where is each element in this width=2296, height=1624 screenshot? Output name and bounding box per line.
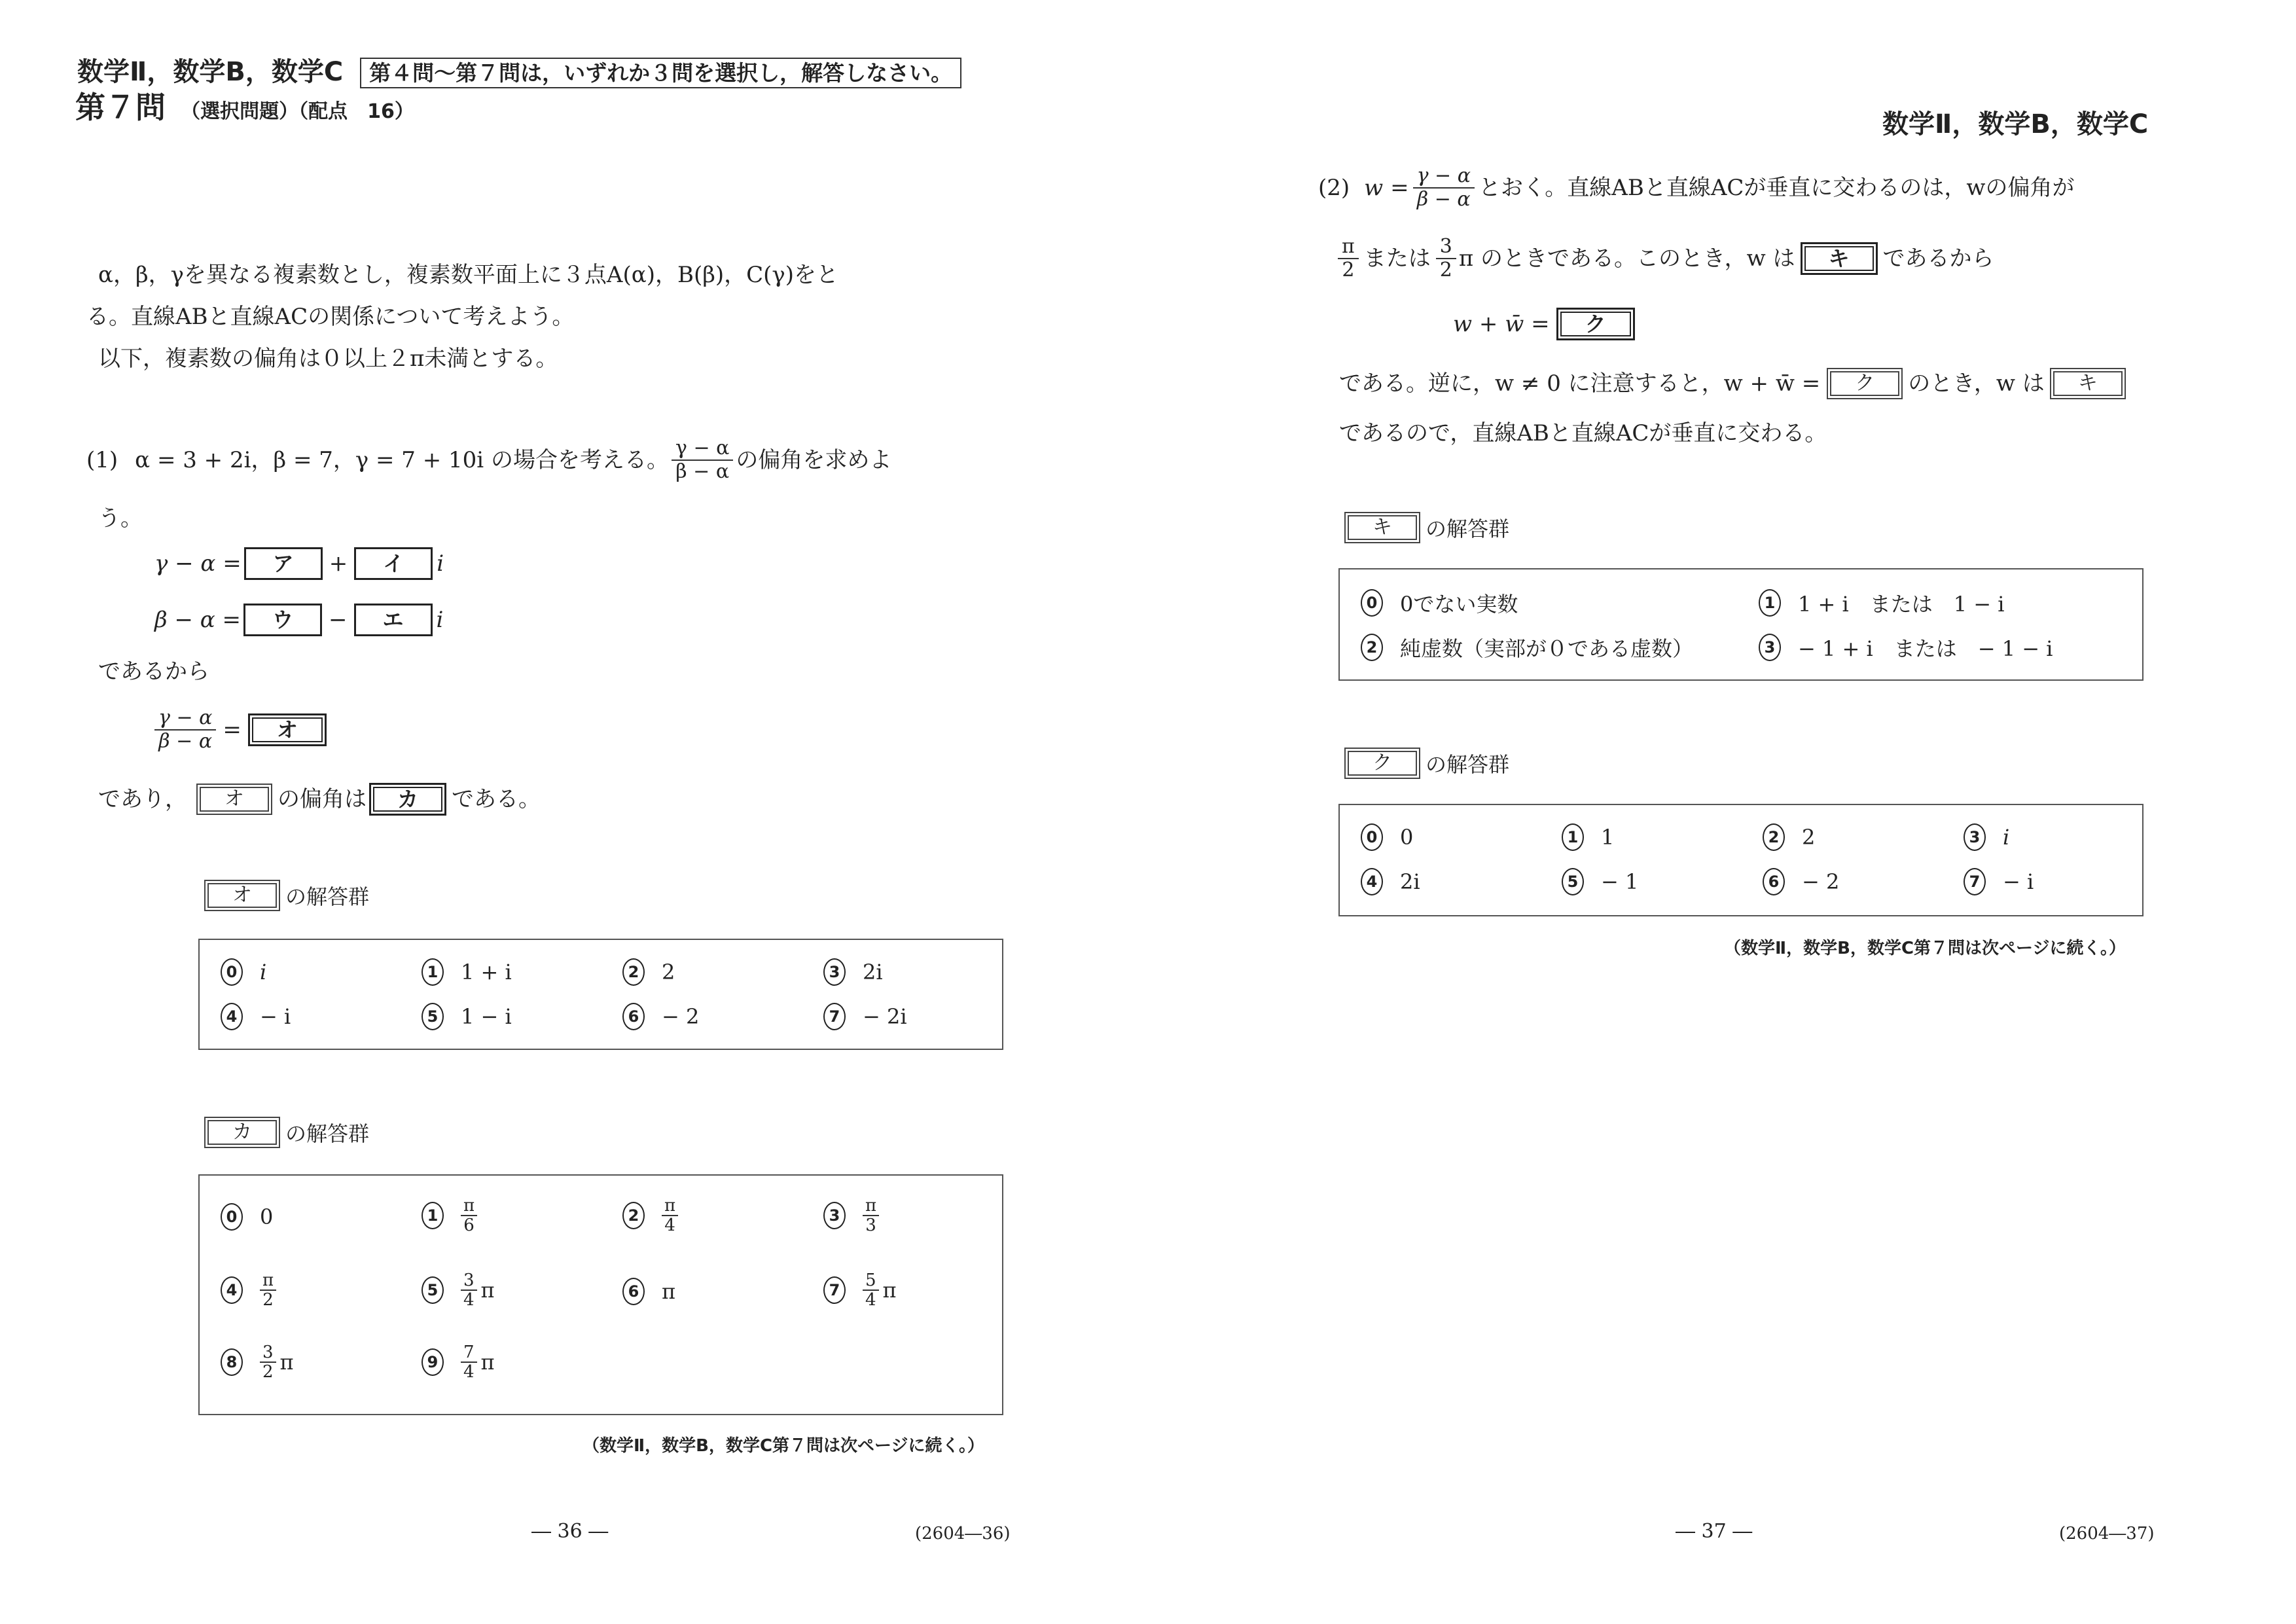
q1-text: α = 3 + 2i，β = 7，γ = 7 + 10i の場合を考える。: [135, 447, 669, 473]
problem-type: （選択問題）（配点 16）: [181, 100, 414, 123]
o-choice-2[interactable]: 2 2: [622, 958, 675, 986]
page-number: ― 36 ―: [531, 1520, 609, 1543]
o-choice-1[interactable]: 1 1 + i: [422, 958, 512, 986]
equation-beta-alpha: β − α = ウ − エ i: [154, 604, 443, 636]
ka-choices-box: [198, 1174, 1003, 1415]
ku-choice-4[interactable]: 4 2i: [1361, 868, 1420, 895]
subject-title: 数学Ⅱ，数学B，数学C: [77, 57, 344, 87]
page-code: (2604―36): [915, 1524, 1011, 1543]
ka-choice-5[interactable]: 5 $\frac{3}{4}$ π: [422, 1271, 495, 1309]
answer-box-i[interactable]: イ: [354, 547, 433, 580]
equation-ratio: $\frac{\gamma - \alpha}{\beta - \alpha}$ = オ: [154, 707, 327, 753]
ref-box-ku: ク: [1827, 368, 1903, 399]
ka-choice-8[interactable]: 8 $\frac{3}{2}$ π: [221, 1343, 294, 1381]
ka-choice-3[interactable]: 3 $\frac{\pi}{3}$: [823, 1197, 879, 1235]
ref-box-o: オ: [196, 784, 272, 815]
page-header: [77, 51, 961, 88]
ka-choice-9[interactable]: 9 $\frac{7}{4}$ π: [422, 1343, 495, 1381]
dearukara-text: であるから: [98, 659, 209, 685]
page-code: (2604―37): [2059, 1524, 2155, 1543]
ku-choice-5[interactable]: 5 − 1: [1562, 868, 1638, 895]
ku-choice-7[interactable]: 7 − i: [1964, 868, 2034, 895]
ka-choice-7[interactable]: 7 $\frac{5}{4}$ π: [823, 1271, 897, 1309]
o-choice-4[interactable]: 4 − i: [221, 1003, 291, 1030]
ki-choice-0[interactable]: 0 0でない実数: [1361, 588, 1518, 618]
ki-choice-2[interactable]: 2 純虚数（実部が０である虚数）: [1361, 632, 1693, 662]
q1-text-end: の偏角を求めよ: [736, 447, 892, 473]
intro-line-2: る。直線ABと直線ACの関係について考えよう。: [86, 304, 575, 330]
ku-choice-6[interactable]: 6 − 2: [1763, 868, 1839, 895]
ka-choice-0[interactable]: 0 0: [221, 1203, 273, 1231]
o-choices-label: オ の解答群: [204, 880, 369, 911]
right-page: [1148, 0, 2296, 1624]
ki-choice-1[interactable]: 1 1 + i または 1 − i: [1759, 588, 2005, 618]
o-choices-box: [198, 939, 1003, 1050]
continue-note: （数学Ⅱ，数学B，数学C第７問は次ページに続く。）: [1724, 939, 2126, 958]
q1-text-continued: う。: [98, 505, 143, 532]
argument-sentence: であり， オ の偏角は カ である。: [98, 783, 541, 816]
ku-choice-1[interactable]: 1 1: [1562, 823, 1614, 851]
equation-gamma-alpha: γ − α = ア + イ i: [154, 547, 444, 580]
answer-box-o[interactable]: オ: [248, 713, 327, 746]
q2-label: (2): [1318, 175, 1350, 201]
answer-box-ki[interactable]: キ: [1801, 242, 1878, 275]
ku-choices-label: ク の解答群: [1344, 748, 1509, 779]
answer-box-u[interactable]: ウ: [243, 604, 322, 636]
answer-box-e[interactable]: エ: [354, 604, 433, 636]
selection-note: 第４問～第７問は，いずれか３問を選択し，解答しなさい。: [360, 58, 961, 88]
o-choice-3[interactable]: 3 2i: [823, 958, 883, 986]
ku-choice-3[interactable]: 3 i: [1964, 823, 2009, 851]
ku-choice-2[interactable]: 2 2: [1763, 823, 1815, 851]
ka-choices-label: カ の解答群: [204, 1117, 369, 1148]
problem-heading: [75, 84, 414, 127]
ka-choice-6[interactable]: 6 π: [622, 1278, 675, 1305]
ref-box-ki: キ: [2050, 368, 2126, 399]
ka-choice-1[interactable]: 1 $\frac{\pi}{6}$: [422, 1197, 477, 1235]
o-choice-6[interactable]: 6 − 2: [622, 1003, 699, 1030]
q1-fraction: $\frac{\gamma - \alpha}{\beta - \alpha}$: [672, 437, 733, 483]
page-header: 数学Ⅱ，数学B，数学C: [1882, 109, 2149, 139]
q2-line-4: である。逆に，w ≠ 0 に注意すると，w + w̄ = ク のとき，w は キ: [1339, 368, 2126, 399]
q2-line-5: であるので，直線ABと直線ACが垂直に交わる。: [1339, 420, 1827, 446]
q2-fraction: $\frac{\gamma - \alpha}{\beta - \alpha}$: [1413, 165, 1475, 211]
ki-choices-label: キ の解答群: [1344, 512, 1509, 543]
ka-choice-2[interactable]: 2 $\frac{\pi}{4}$: [622, 1197, 678, 1235]
answer-box-a[interactable]: ア: [244, 547, 323, 580]
q2-line-2: $\frac{\pi}{2}$ または $\frac{3}{2}$ π のときである。このとき，w は キ であるから: [1338, 236, 1994, 281]
o-choice-0[interactable]: 0 i: [221, 958, 266, 986]
question-1: [86, 437, 891, 483]
ku-choices-box: [1338, 804, 2144, 916]
question-2: (2) w = $\frac{\gamma - \alpha}{\beta - \alpha}$ とおく。直線ABと直線ACが垂直に交わるのは，wの偏角が: [1318, 164, 2075, 211]
w-sum-equation: w + w̄ = ク: [1453, 308, 1635, 340]
problem-title: 第７問: [75, 90, 166, 125]
ka-choice-4[interactable]: 4 $\frac{\pi}{2}$: [221, 1271, 276, 1309]
answer-box-ku[interactable]: ク: [1556, 308, 1635, 340]
ratio-fraction: $\frac{\gamma - \alpha}{\beta - \alpha}$: [154, 707, 216, 753]
page-number: ― 37 ―: [1676, 1520, 1753, 1543]
ki-choice-3[interactable]: 3 − 1 + i または − 1 − i: [1759, 632, 2053, 662]
o-choice-7[interactable]: 7 − 2i: [823, 1003, 907, 1030]
answer-box-ka[interactable]: カ: [369, 783, 446, 816]
ki-choices-box: [1338, 568, 2144, 681]
ku-choice-0[interactable]: 0 0: [1361, 823, 1413, 851]
intro-line-1: α，β，γを異なる複素数とし，複素数平面上に３点A(α)，B(β)，C(γ)をと: [98, 262, 839, 288]
q1-label: (1): [86, 447, 118, 473]
intro-line-3: 以下，複素数の偏角は０以上２π未満とする。: [98, 346, 558, 372]
continue-note: （数学Ⅱ，数学B，数学C第７問は次ページに続く。）: [583, 1436, 984, 1456]
o-choice-5[interactable]: 5 1 − i: [422, 1003, 512, 1030]
